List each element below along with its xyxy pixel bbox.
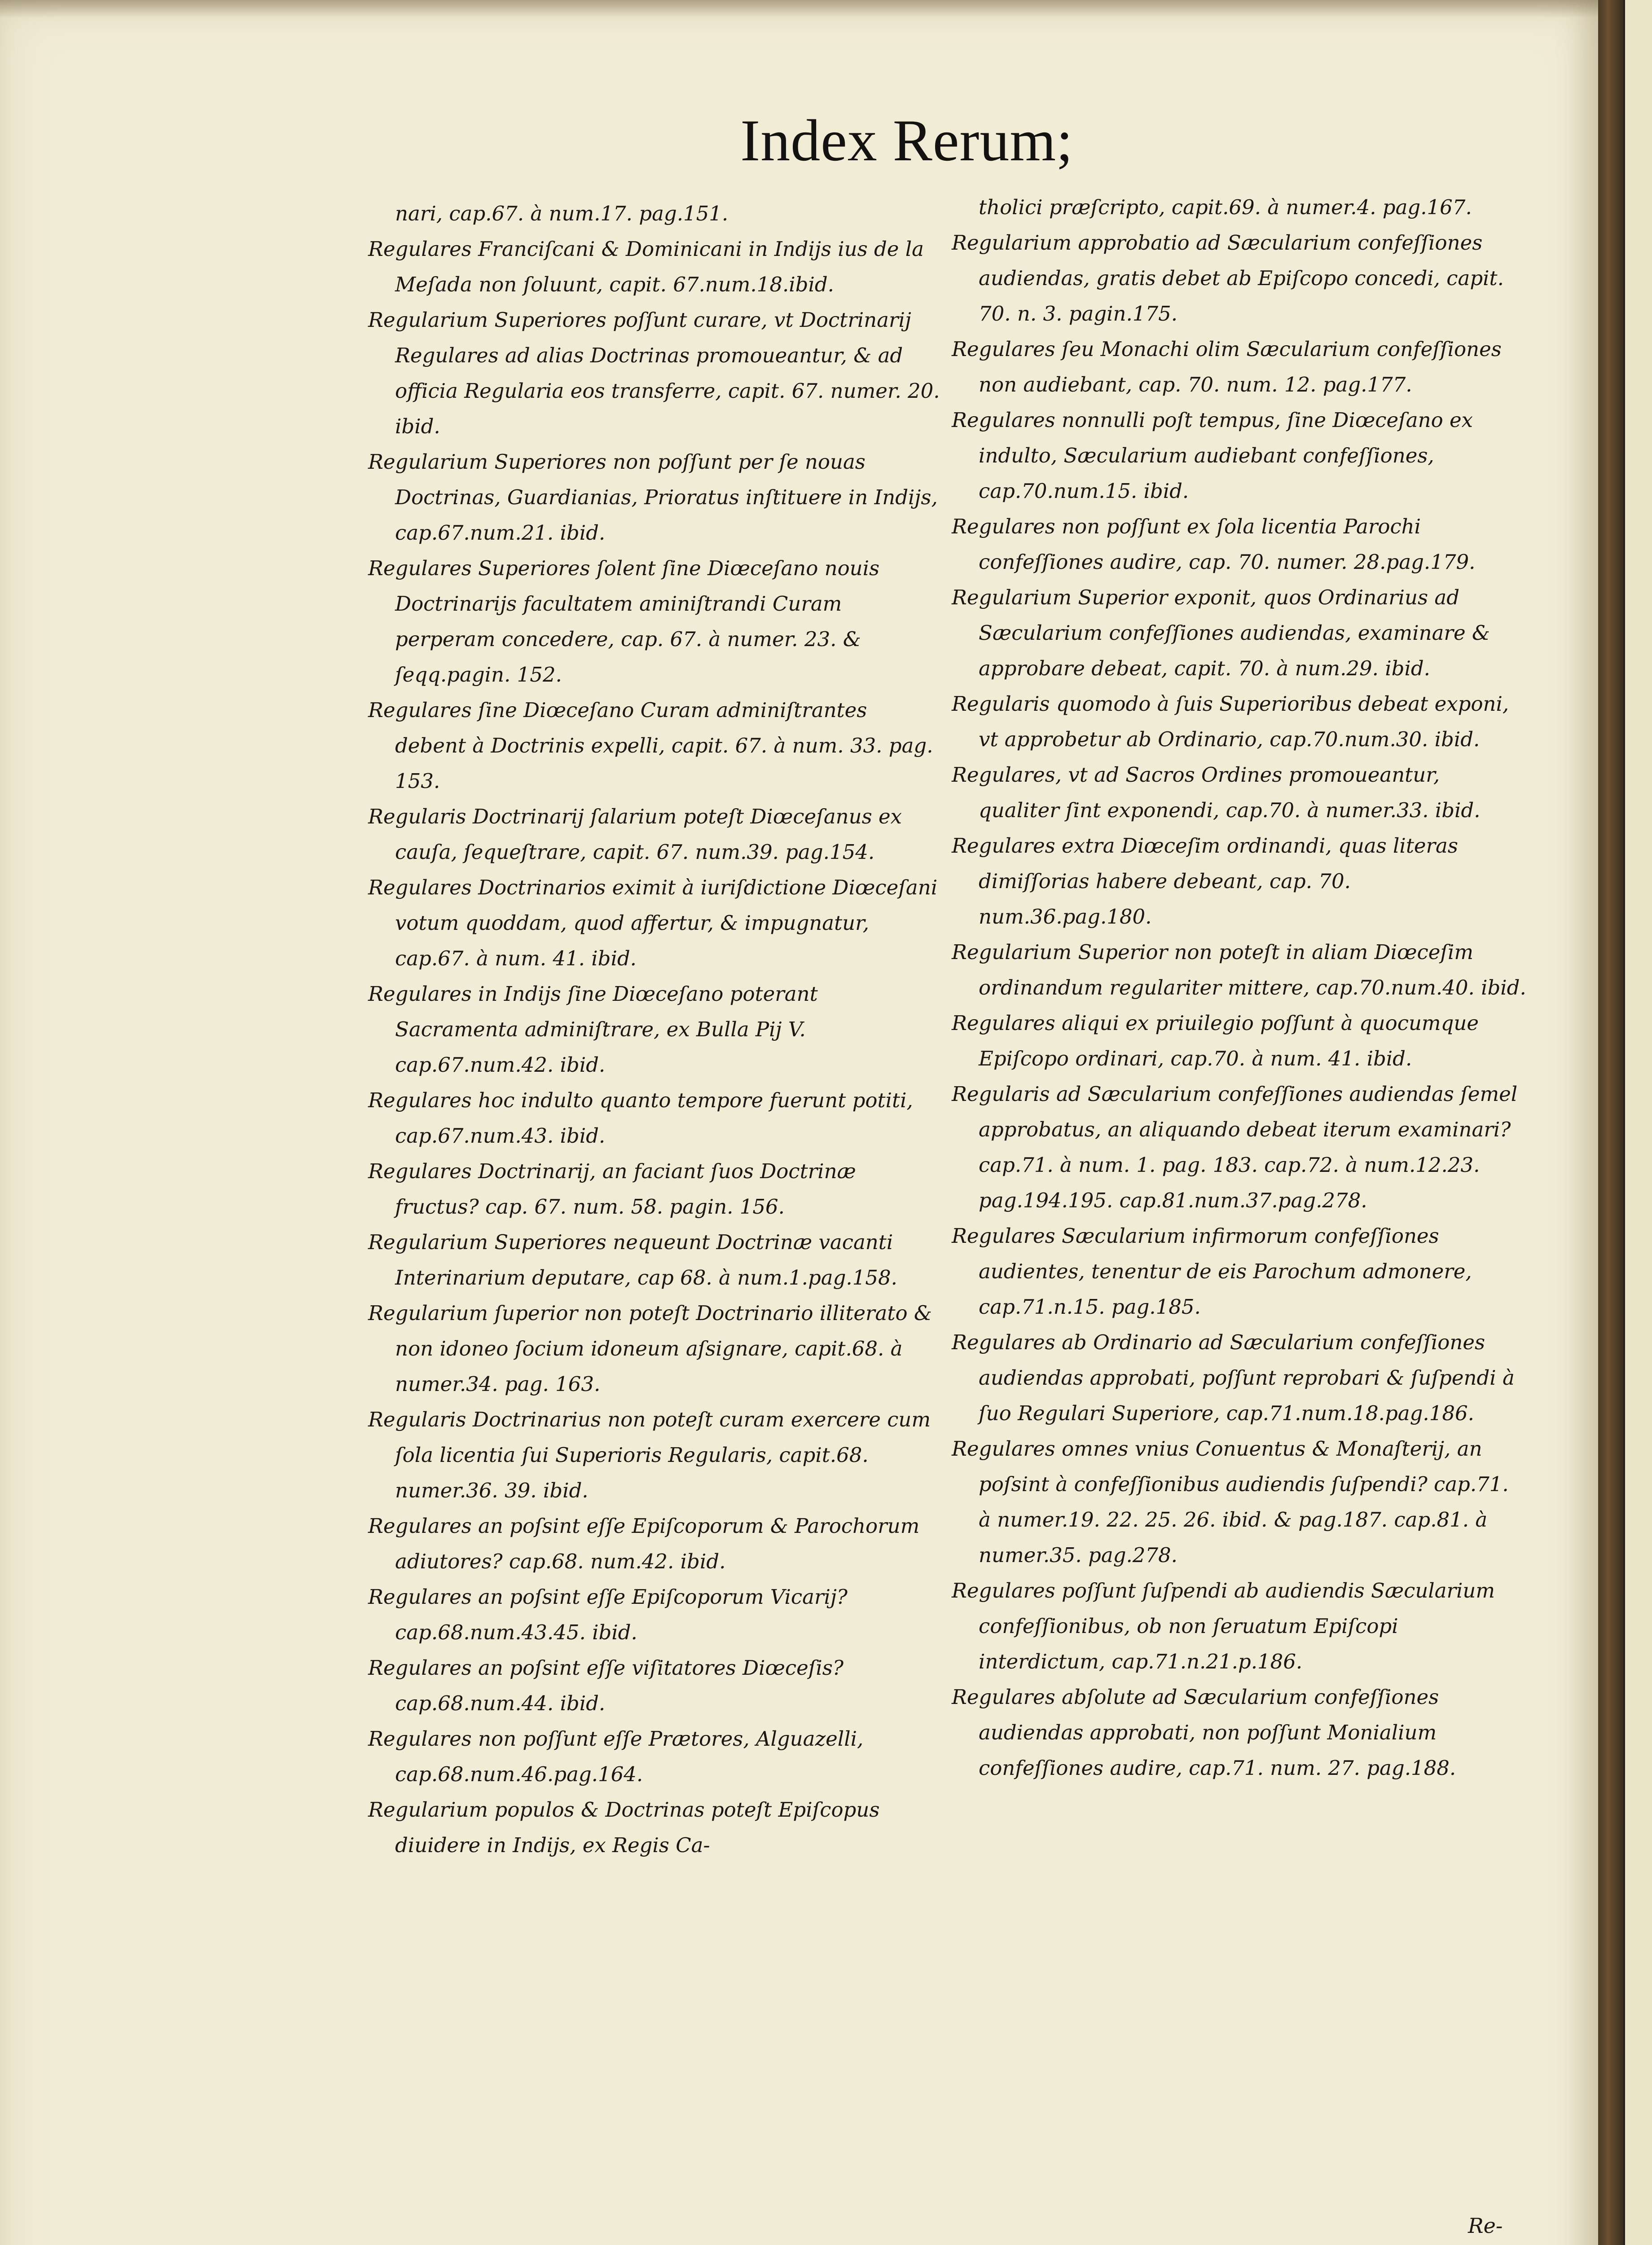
index-column-right bbox=[952, 189, 1526, 1786]
page-top-edge bbox=[0, 0, 1598, 18]
index-entry: Regularium populos & Doctrinas poteſt Epiſcopus diuidere in Indijs, ex Regis Ca- bbox=[368, 1798, 880, 1857]
running-head-title: Index Rerum; bbox=[740, 107, 1073, 173]
index-entry: Regulares non poſſunt eſſe Prætores, Alguazelli, cap.68.num.46.pag.164. bbox=[368, 1727, 864, 1786]
index-entry: Regulares Doctrinarios eximit à iuriſdictione Diœceſani votum quoddam, quod affertur, & impugnatur, cap.67. à num. 41. ibid. bbox=[368, 876, 938, 970]
index-entry: Regulares in Indijs ſine Diœceſano poterant Sacramenta adminiſtrare, ex Bulla Pij V. cap.67.num.42. ibid. bbox=[368, 982, 818, 1077]
index-entry: Regularium Superiores nequeunt Doctrinæ vacanti Interinarium deputare, cap 68. à num.1.pag.158. bbox=[368, 1230, 897, 1290]
index-entry: Regularis Doctrinarius non poteſt curam exercere cum ſola licentia ſui Superioris Regularis, capit.68. numer.36. 39. ibid. bbox=[368, 1408, 931, 1502]
index-entry: Regulares abſolute ad Sæcularium confeſſiones audiendas approbati, non poſſunt Monialium confeſſiones audire, cap.71. num. 27. pag.188. bbox=[952, 1685, 1456, 1780]
index-entry: Regularis Doctrinarij ſalarium poteſt Diœceſanus ex cauſa, ſequeſtrare, capit. 67. num.39. pag.154. bbox=[368, 805, 902, 864]
index-entry: Regularium approbatio ad Sæcularium confeſſiones audiendas, gratis debet ab Epiſcopo concedi, capit. 70. n. 3. pagin.175. bbox=[952, 231, 1504, 326]
index-entry: Regularium Superiores non poſſunt per ſe nouas Doctrinas, Guardianias, Prioratus inſtituere in Indijs, cap.67.num.21. ibid. bbox=[368, 450, 938, 545]
index-entry: nari, cap.67. à num.17. pag.151. bbox=[395, 202, 729, 225]
index-entry: Regulares non poſſunt ex ſola licentia Parochi confeſſiones audire, cap. 70. numer. 28.pag.179. bbox=[952, 515, 1476, 574]
index-entry: Regulares omnes vnius Conuentus & Monaſterij, an poſsint à confeſſionibus audiendis ſuſpendi? cap.71. à numer.19. 22. 25. 26. ibid. & pag.187. cap.81. à numer.35. pag.278. bbox=[952, 1437, 1509, 1567]
index-entry: Regularium Superior non poteſt in aliam Diœceſim ordinandum regulariter mittere, cap.70.num.40. ibid. bbox=[952, 940, 1526, 999]
index-entry: Regularium Superiores poſſunt curare, vt Doctrinarij Regulares ad alias Doctrinas promoueantur, & ad officia Regularia eos transferre, capit. 67. numer. 20. ibid. bbox=[368, 308, 940, 438]
index-entry: tholici præſcripto, capit.69. à numer.4. pag.167. bbox=[979, 195, 1472, 219]
index-entry: Regulares an poſsint eſſe viſitatores Diœceſis? cap.68.num.44. ibid. bbox=[368, 1656, 844, 1715]
index-entry: Regulares ab Ordinario ad Sæcularium confeſſiones audiendas approbati, poſſunt reprobari & ſuſpendi à ſuo Regulari Superiore, cap.71.num.18.pag.186. bbox=[952, 1330, 1515, 1425]
index-entry: Regulares an poſsint eſſe Epiſcoporum Vicarij? cap.68.num.43.45. ibid. bbox=[368, 1585, 848, 1644]
index-entry: Regulares an poſsint eſſe Epiſcoporum & Parochorum adiutores? cap.68. num.42. ibid. bbox=[368, 1514, 920, 1573]
index-entry: Regularium ſuperior non poteſt Doctrinario illiterato & non idoneo ſocium idoneum aſsignare, capit.68. à numer.34. pag. 163. bbox=[368, 1301, 932, 1396]
index-column-left bbox=[368, 196, 943, 1863]
index-entry: Regulares poſſunt ſuſpendi ab audiendis Sæcularium confeſſionibus, ob non ſeruatum Epiſcopi interdictum, cap.71.n.21.p.186. bbox=[952, 1579, 1495, 1673]
index-entry: Regulares Superiores ſolent ſine Diœceſano nouis Doctrinarijs facultatem aminiſtrandi Curam perperam concedere, cap. 67. à numer. 23. & ſeqq.pagin. 152. bbox=[368, 556, 880, 687]
book-gutter bbox=[1598, 0, 1623, 2245]
index-entry: Regularis quomodo à ſuis Superioribus debeat exponi, vt approbetur ab Ordinario, cap.70.num.30. ibid. bbox=[952, 692, 1509, 751]
index-entry: Regulares aliqui ex priuilegio poſſunt à quocumque Epiſcopo ordinari, cap.70. à num. 41. ibid. bbox=[952, 1011, 1479, 1070]
index-entry: Regulares nonnulli poſt tempus, ſine Diœceſano ex indulto, Sæcularium audiebant confeſſiones, cap.70.num.15. ibid. bbox=[952, 408, 1473, 503]
index-entry: Regulares, vt ad Sacros Ordines promoueantur, qualiter ſint exponendi, cap.70. à numer.33. ibid. bbox=[952, 763, 1481, 822]
catchword: Re- bbox=[1468, 2214, 1503, 2238]
index-entry: Regulares ſine Diœceſano Curam adminiſtrantes debent à Doctrinis expelli, capit. 67. à num. 33. pag. 153. bbox=[368, 698, 933, 793]
index-entry: Regulares ſeu Monachi olim Sæcularium confeſſiones non audiebant, cap. 70. num. 12. pag.177. bbox=[952, 337, 1502, 396]
index-entry: Regularis ad Sæcularium confeſſiones audiendas ſemel approbatus, an aliquando debeat iterum examinari? cap.71. à num. 1. pag. 183. cap.72. à num.12.23. pag.194.195. cap.81.num.37.pag.278. bbox=[952, 1082, 1518, 1212]
index-entry: Regulares Sæcularium infirmorum confeſſiones audientes, tenentur de eis Parochum admonere, cap.71.n.15. pag.185. bbox=[952, 1224, 1472, 1319]
index-entry: Regularium Superior exponit, quos Ordinarius ad Sæcularium confeſſiones audiendas, examinare & approbare debeat, capit. 70. à num.29. ibid. bbox=[952, 585, 1490, 680]
index-entry: Regulares hoc indulto quanto tempore fuerunt potiti, cap.67.num.43. ibid. bbox=[368, 1088, 913, 1148]
facing-page-edge bbox=[1623, 0, 1652, 2245]
index-entry: Regulares extra Diœceſim ordinandi, quas literas dimiſſorias habere debeant, cap. 70. num.36.pag.180. bbox=[952, 834, 1458, 929]
index-entry: Regulares Franciſcani & Dominicani in Indijs ius de la Meſada non ſoluunt, capit. 67.num.18.ibid. bbox=[368, 237, 924, 296]
index-entry: Regulares Doctrinarij, an faciant ſuos Doctrinæ fructus? cap. 67. num. 58. pagin. 156. bbox=[368, 1159, 856, 1219]
